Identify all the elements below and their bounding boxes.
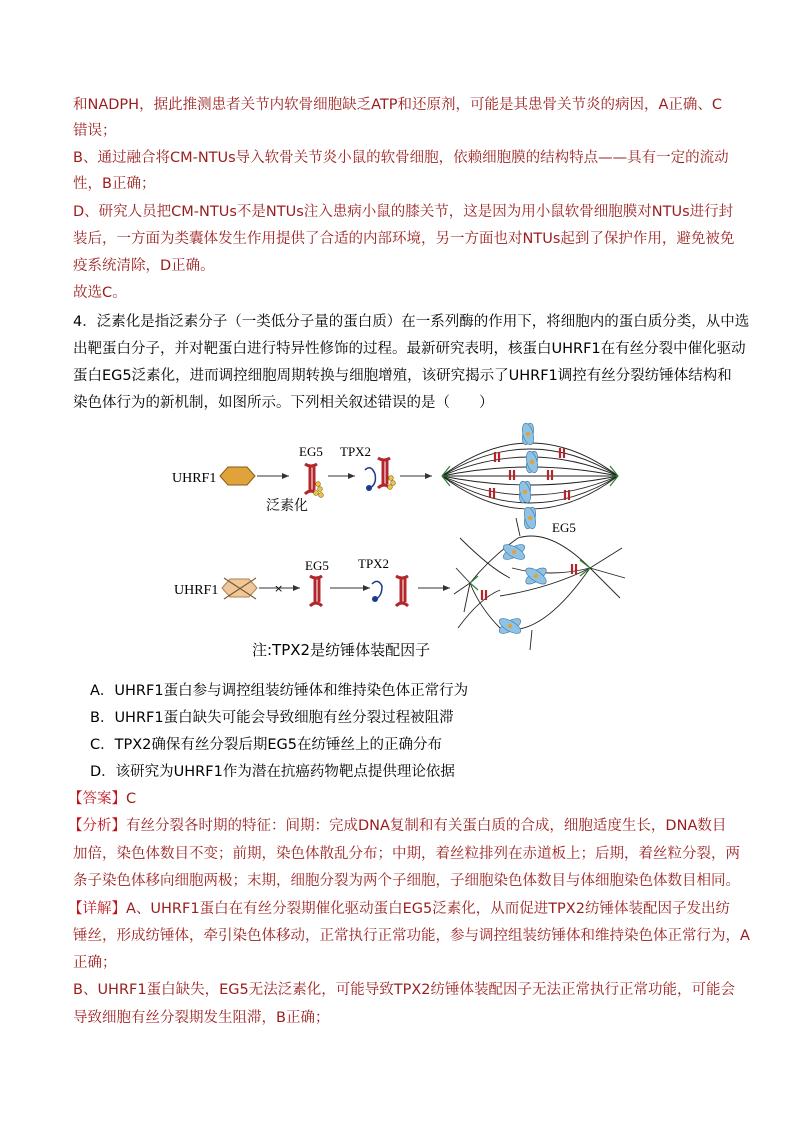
- option-d: D．该研究为UHRF1作为潜在抗癌药物靶点提供理论依据: [90, 764, 455, 780]
- mechanism-figure: [160, 418, 640, 663]
- analysis-text: 加倍，染色体数目不变；前期，染色体散乱分布；中期，着丝粒排列在赤道板上；后期，着丝粒分裂，两: [73, 846, 740, 862]
- option-c: C．TPX2确保有丝分裂后期EG5在纺锤丝上的正确分布: [90, 737, 443, 753]
- detail-text: 导致细胞有丝分裂期发生阻滞，B正确；: [73, 1010, 330, 1026]
- option-a: A．UHRF1蛋白参与调控组装纺锤体和维持染色体正常行为: [90, 683, 469, 699]
- arrowhead: [443, 585, 450, 591]
- text-line: B、通过融合将CM-NTUs导入软骨关节炎小鼠的软骨细胞，依赖细胞膜的结构特点——具有一定的流动: [73, 150, 729, 166]
- tpx2-separate-icon: [372, 576, 408, 606]
- text-line: 疫系统清除，D正确。: [73, 258, 215, 274]
- eg5-unmodified-icon: [310, 576, 322, 606]
- detail-label: 【详解】: [68, 901, 126, 917]
- tpx2-eg5-complex-icon: [365, 458, 395, 491]
- question-line: 出靶蛋白分子，并对靶蛋白进行特异性修饰的过程。最新研究表明，核蛋白UHRF1在有丝分裂中催化驱动: [73, 341, 746, 357]
- eg5-label-right: EG5: [552, 520, 576, 535]
- tpx2-label-top: TPX2: [340, 444, 372, 459]
- text-line: D、研究人员把CM-NTUs不是NTUs注入患病小鼠的膝关节，这是因为用小鼠软骨细胞膜对NTUs进行封: [73, 204, 734, 220]
- question-line: 染色体行为的新机制，如图所示。下列相关叙述错误的是（ ）: [73, 395, 494, 411]
- answer-line: [68, 789, 136, 809]
- detail-text: 锤丝，形成纺锤体，牵引染色体移动，正常执行正常功能，参与调控组装纺锤体和维持染色体正常行为，A: [73, 928, 750, 944]
- arrowhead: [363, 585, 370, 591]
- question-line: 4．泛素化是指泛素分子（一类低分子量的蛋白质）在一系列酶的作用下，将细胞内的蛋白质分类，从中选: [73, 314, 750, 330]
- arrowhead: [425, 473, 432, 479]
- text-line: 故选C。: [73, 285, 127, 301]
- bottom-pathway: [174, 518, 625, 650]
- figure-note: 注:TPX2是纺锤体装配因子: [252, 641, 431, 659]
- ubiquitination-label: 泛素化: [266, 498, 308, 514]
- detail-text: B、UHRF1蛋白缺失，EG5无法泛素化，可能导致TPX2纺锤体装配因子无法正常执行正常功能，可能会: [73, 982, 735, 998]
- eg5-label-bottom: EG5: [305, 558, 329, 573]
- analysis-text: 有丝分裂各时期的特征：间期：完成DNA复制和有关蛋白质的合成，细胞适度生长，DNA数目: [126, 818, 727, 834]
- top-pathway: [172, 422, 618, 530]
- blocked-mark: ×: [274, 582, 284, 595]
- text-line: 装后，一方面为类囊体发生作用提供了合适的内部环境，另一方面也对NTUs起到了保护作用，避免被免: [73, 231, 735, 247]
- detail-text: A、UHRF1蛋白在有丝分裂期催化驱动蛋白EG5泛素化，从而促进TPX2纺锤体装配因子发出纺: [126, 901, 730, 917]
- answer-label: 【答案】: [68, 791, 126, 807]
- uhrf1-protein-icon: [220, 467, 255, 485]
- chromosome-icon: [497, 542, 549, 637]
- answer-value: C: [126, 791, 137, 807]
- arrowhead: [293, 585, 300, 591]
- text-line: 和NADPH，据此推测患者关节内软骨细胞缺乏ATP和还原剂，可能是其患骨关节炎的病因，A正确、C: [73, 97, 723, 113]
- eg5-label-top: EG5: [299, 444, 323, 459]
- tpx2-label-bottom: TPX2: [358, 556, 390, 571]
- question-line: 蛋白EG5泛素化，进而调控细胞周期转换与细胞增殖，该研究揭示了UHRF1调控有丝分裂纺锤体结构和: [73, 368, 732, 384]
- eg5-ubiquitinated-icon: [305, 464, 323, 497]
- analysis-label: 【分析】: [68, 818, 126, 834]
- uhrf1-label-top: UHRF1: [172, 471, 217, 486]
- arrowhead: [348, 473, 355, 479]
- text-line: 性，B正确；: [73, 176, 156, 192]
- abnormal-spindle-icon: [454, 518, 625, 650]
- detail-line: [68, 899, 730, 919]
- analysis-line: [68, 816, 726, 836]
- uhrf1-label-bottom: UHRF1: [174, 583, 219, 598]
- analysis-text: 条子染色体移向细胞两极；末期，细胞分裂为两个子细胞，子细胞染色体数目与体细胞染色体数目相同。: [73, 873, 740, 889]
- detail-text: 正确；: [73, 955, 117, 971]
- arrowhead: [282, 473, 289, 479]
- option-b: B．UHRF1蛋白缺失可能会导致细胞有丝分裂过程被阻滞: [90, 710, 454, 726]
- text-line: 错误；: [73, 123, 117, 139]
